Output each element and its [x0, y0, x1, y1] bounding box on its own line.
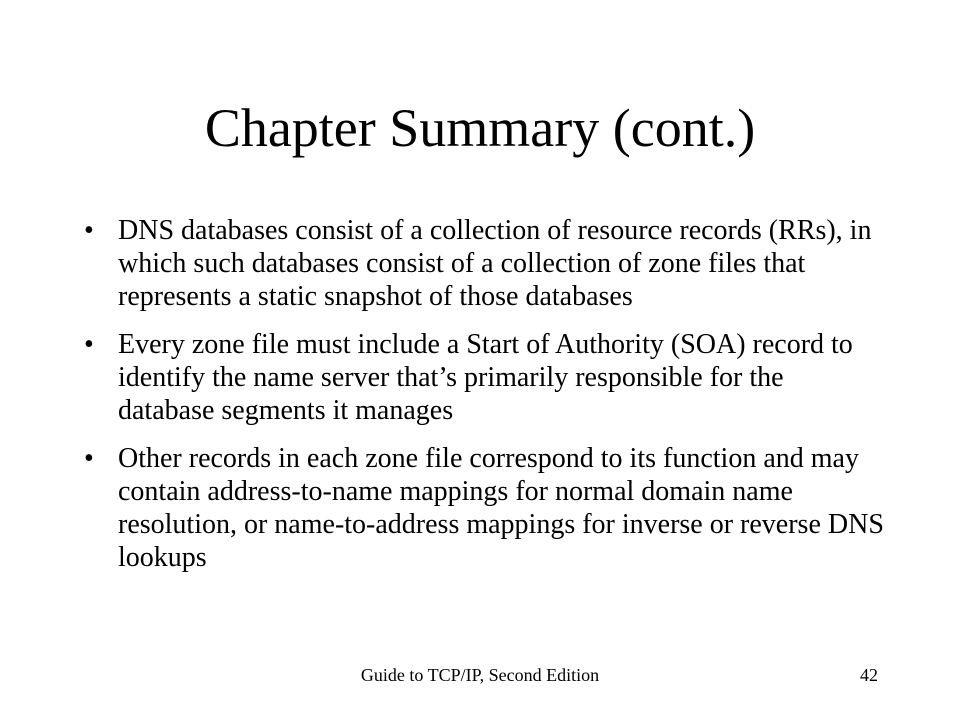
bullet-dot-icon: • — [84, 215, 94, 246]
bullet-dot-icon: • — [84, 329, 94, 360]
footer-title: Guide to TCP/IP, Second Edition — [360, 665, 600, 685]
bullet-item — [84, 214, 884, 313]
page-number: 42 — [860, 665, 878, 685]
slide-title: Chapter Summary (cont.) — [204, 98, 756, 158]
bullet-list — [84, 214, 884, 589]
bullet-item — [84, 442, 884, 574]
bullet-text: Every zone file must include a Start of Authority (SOA) record to identify the name server that’s primarily responsible for the database segments it manages — [118, 329, 853, 426]
bullet-text: Other records in each zone file correspond to its function and may contain address-to-name mappings for normal domain name resolution, or name-to-address mappings for inverse or reverse DNS lookups — [118, 443, 884, 573]
bullet-item — [84, 328, 884, 427]
bullet-text: DNS databases consist of a collection of resource records (RRs), in which such databases consist of a collection of zone files that represents a static snapshot of those databases — [118, 215, 872, 312]
bullet-dot-icon: • — [84, 443, 94, 474]
